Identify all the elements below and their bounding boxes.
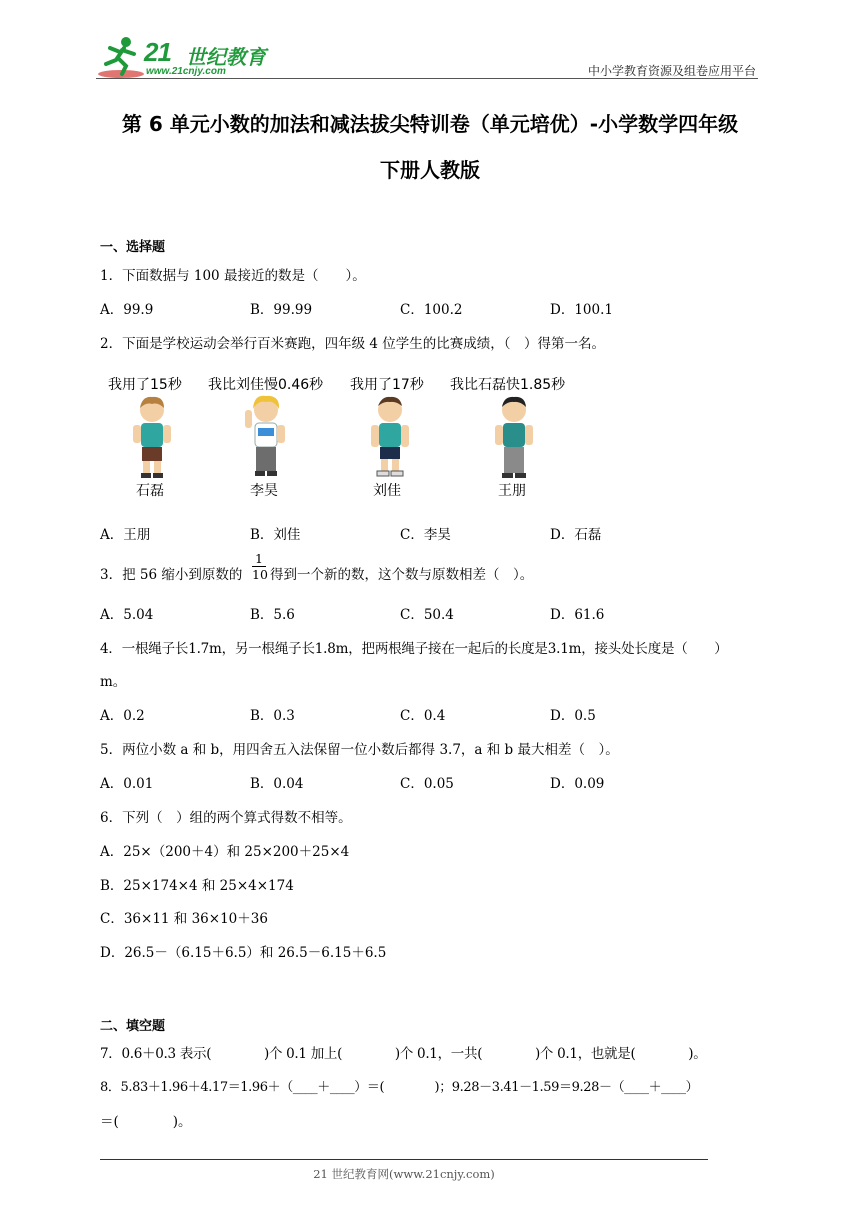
question-6-option-d: D．26.5－（6.15＋6.5）和 26.5－6.15＋6.5	[100, 945, 387, 961]
logo-number: 21	[144, 37, 171, 67]
speech-3: 我用了17秒	[350, 377, 424, 393]
question-1-option-b: B．99.99	[250, 302, 313, 318]
student-name-2: 李昊	[250, 483, 278, 499]
question-4-text: 4．一根绳子长1.7m，另一根绳子长1.8m，把两根绳子接在一起后的长度是3.1m，接头处长度是（ ）	[100, 641, 728, 657]
question-5-option-a: A．0.01	[100, 776, 154, 792]
question-3-option-b: B．5.6	[250, 607, 295, 623]
question-5-option-c: C．0.05	[400, 776, 454, 792]
question-2-option-b: B．刘佳	[250, 527, 301, 543]
question-1-option-c: C．100.2	[400, 302, 463, 318]
question-2-option-a: A．王朋	[100, 527, 151, 543]
question-7-text: 7．0.6＋0.3 表示( )个 0.1 加上( )个 0.1，一共( )个 0.1，也就是( )。	[100, 1046, 707, 1062]
question-4-text-cont: m。	[100, 674, 127, 690]
speech-4: 我比石磊快1.85秒	[450, 377, 566, 393]
question-6-option-a: A．25×（200＋4）和 25×200＋25×4	[100, 844, 350, 860]
question-6-option-b: B．25×174×4 和 25×4×174	[100, 878, 294, 894]
question-6-text: 6．下列（ ）组的两个算式得数不相等。	[100, 810, 352, 826]
page-title-line1: 第 6 单元小数的加法和减法拔尖特训卷（单元培优）-小学数学四年级	[121, 112, 739, 136]
student-name-4: 王朋	[498, 483, 526, 499]
question-3-option-d: D．61.6	[550, 607, 605, 623]
question-8-text-cont: ＝( )。	[100, 1114, 192, 1130]
footer-text: 21 世纪教育网(www.21cnjy.com)	[313, 1167, 495, 1181]
question-5-option-b: B．0.04	[250, 776, 304, 792]
logo-url: www.21cnjy.com	[146, 66, 226, 77]
question-8-text: 8．5.83＋1.96＋4.17＝1.96＋（____＋____）＝( )；9.28－3.41－1.59＝9.28－（____＋____）	[100, 1080, 699, 1095]
question-3-text-before: 3．把 56 缩小到原数的	[100, 567, 243, 583]
question-2-option-c: C．李昊	[400, 527, 451, 543]
question-1-text: 1．下面数据与 100 最接近的数是（ ）。	[100, 268, 366, 284]
question-3-option-a: A．5.04	[100, 607, 154, 623]
section-heading-fill: 二、填空题	[100, 1019, 166, 1034]
student-name-3: 刘佳	[373, 483, 401, 499]
question-5-option-d: D．0.09	[550, 776, 605, 792]
question-6-option-c: C．36×11 和 36×10＋36	[100, 911, 268, 927]
question-2-option-d: D．石磊	[550, 527, 602, 543]
question-3-fraction	[252, 551, 266, 582]
footer-divider	[100, 1159, 708, 1160]
question-3-option-c: C．50.4	[400, 607, 454, 623]
speech-2: 我比刘佳慢0.46秒	[208, 377, 324, 393]
runner-icon	[96, 34, 146, 80]
fraction-numerator: 1	[255, 551, 263, 566]
logo-name: 世纪教育	[186, 45, 266, 69]
question-4-option-d: D．0.5	[550, 708, 596, 724]
speech-1: 我用了15秒	[108, 377, 182, 393]
platform-label: 中小学教育资源及组卷应用平台	[587, 64, 756, 78]
question-4-option-c: C．0.4	[400, 708, 446, 724]
page-title-line2: 下册人教版	[380, 158, 480, 182]
question-1-option-d: D．100.1	[550, 302, 613, 318]
question-5-text: 5．两位小数 a 和 b，用四舍五入法保留一位小数后都得 3.7，a 和 b 最大相差（ ）。	[100, 742, 619, 758]
question-4-option-b: B．0.3	[250, 708, 295, 724]
question-4-option-a: A．0.2	[100, 708, 145, 724]
section-heading-choice: 一、选择题	[100, 240, 166, 255]
fraction-denominator: 10	[252, 567, 268, 582]
question-3-text-after: 得到一个新的数，这个数与原数相差（ ）。	[270, 567, 534, 583]
student-name-1: 石磊	[136, 483, 164, 499]
question-1-option-a: A．99.9	[100, 302, 154, 318]
header-divider	[96, 78, 758, 79]
question-2-text: 2．下面是学校运动会举行百米赛跑，四年级 4 位学生的比赛成绩，（ ）得第一名。	[100, 336, 606, 352]
logo	[96, 34, 266, 80]
